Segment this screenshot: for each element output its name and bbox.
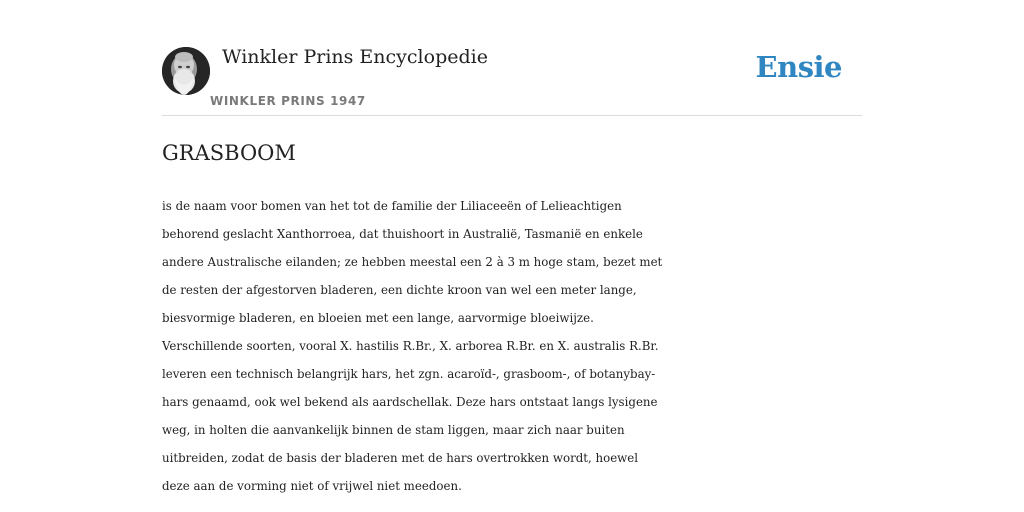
brand-logo[interactable]: Ensie [755,50,842,84]
site-header [162,0,862,116]
article-page [162,0,862,512]
body-line: deze aan de vorming niet of vrijwel niet meedoen. [162,479,462,493]
body-line: Verschillende soorten, vooral X. hastilis R.Br., X. arborea R.Br. en X. australis R.Br. [162,339,659,353]
body-line: andere Australische eilanden; ze hebben meestal een 2 à 3 m hoge stam, bezet met [162,255,663,269]
article-title: GRASBOOM [162,141,296,165]
site-title[interactable]: Winkler Prins Encyclopedie [222,46,488,68]
portrait-icon [162,47,210,95]
article-body [162,192,868,500]
author-avatar[interactable] [162,47,210,95]
body-line: behorend geslacht Xanthorroea, dat thuishoort in Australië, Tasmanië en enkele [162,227,643,241]
edition-label[interactable]: WINKLER PRINS 1947 [210,94,366,108]
body-line: weg, in holten die aanvankelijk binnen de stam liggen, maar zich naar buiten [162,423,625,437]
body-line: uitbreiden, zodat de basis der bladeren met de hars overtrokken wordt, hoewel [162,451,639,465]
body-line: is de naam voor bomen van het tot de familie der Liliaceeën of Lelieachtigen [162,199,622,213]
body-line: hars genaamd, ook wel bekend als aardschellak. Deze hars ontstaat langs lysigene [162,395,658,409]
body-line: leveren een technisch belangrijk hars, het zgn. acaroïd-, grasboom-, of botanybay- [162,367,656,381]
body-line: biesvormige bladeren, en bloeien met een lange, aarvormige bloeiwijze. [162,311,594,325]
body-line: de resten der afgestorven bladeren, een dichte kroon van wel een meter lange, [162,283,637,297]
